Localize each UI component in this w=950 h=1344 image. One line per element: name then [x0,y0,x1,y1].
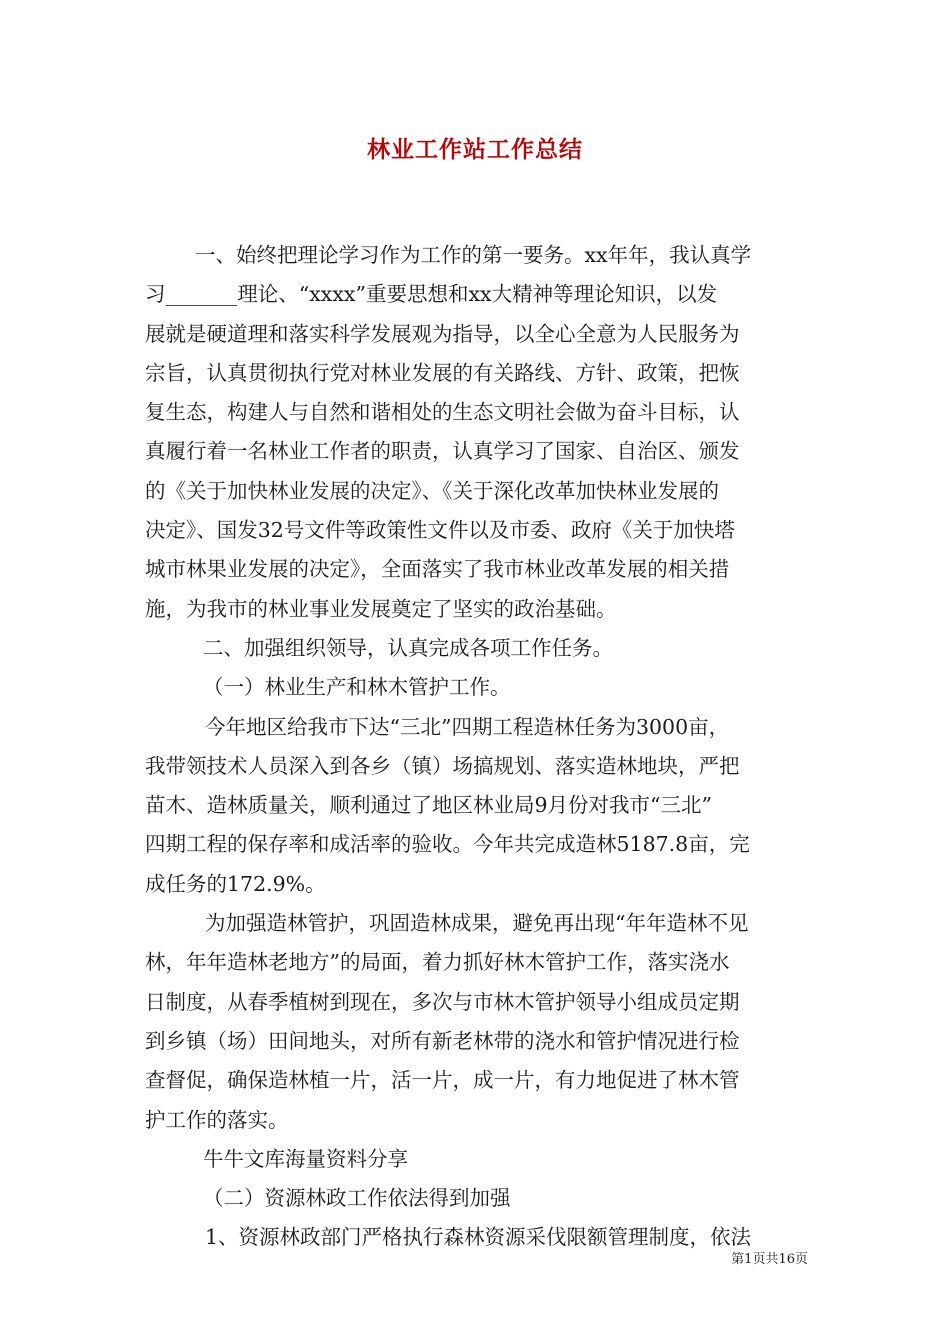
text-line: 四期工程的保存率和成活率的验收。今年共完成造林5187.8亩，完 [145,832,750,857]
text-line: 苗木、造林质量关，顺利通过了地区林业局9月份对我市“三北” [145,793,713,818]
text-line: 1、资源林政部门严格执行森林资源采伐限额管理制度，依法 [205,1225,752,1250]
text-line: 为加强造林管护，巩固造林成果，避免再出现“年年造林不见 [205,911,749,936]
text-line: 施，为我市的林业事业发展奠定了坚实的政治基础。 [145,596,617,621]
paragraph-resource-management [145,1218,807,1257]
text-line: 的《关于加快林业发展的决定》、《关于深化改革加快林业发展的 [145,478,719,503]
document-title: 林业工作站工作总结 [367,136,583,163]
section-heading: 二、加强组织领导，认真完成各项工作任务。 [203,635,613,660]
text-line: 真履行着一名林业工作者的职责，认真学习了国家、自治区、颁发 [145,439,740,464]
text-line: 日制度，从春季植树到现在，多次与市林木管护领导小组成员定期 [145,989,740,1014]
subsection-heading: （一）林业生产和林木管护工作。 [203,675,511,700]
text-line: 今年地区给我市下达“三北”四期工程造林任务为3000亩， [205,714,730,739]
text-line: 查督促，确保造林植一片，活一片，成一片，有力地促进了林木管 [145,1068,740,1093]
document-body [145,236,807,1258]
text-line: 护工作的落实。 [145,1107,289,1132]
subsection-heading: （二）资源林政工作依法得到加强 [203,1186,511,1211]
watermark-text: 牛牛文库海量资料分享 [203,1146,408,1171]
subsection-heading-forestry-production [145,668,807,707]
text-line: 复生态，构建人与自然和谐相处的生态文明社会做为奋斗目标，认 [145,400,740,425]
section-heading-organization [145,629,807,668]
text-line: 到乡镇（场）田间地头，对所有新老林带的浇水和管护情况进行检 [145,1028,740,1053]
subsection-heading-resources [145,1179,807,1218]
paragraph-afforestation-task [145,708,807,904]
text-line: 城市林果业发展的决定》，全面落实了我市林业改革发展的相关措 [145,557,730,582]
text-line: 一、始终把理论学习作为工作的第一要务。xx年年，我认真学 [195,243,752,267]
text-line: 习_______理论、“xxxx”重要思想和xx大精神等理论知识，以发 [145,282,718,307]
text-line: 林，年年造林老地方”的局面，着力抓好林木管护工作，落实浇水 [145,950,730,975]
page-number: 第1页共16页 [731,1252,808,1267]
text-line: 成任务的172.9%。 [145,871,326,896]
paragraph-theory-study [145,236,807,629]
text-line: 展就是硬道理和落实科学发展观为指导，以全心全意为人民服务为 [145,321,740,346]
text-line: 我带领技术人员深入到各乡（镇）场搞规划、落实造林地块，严把 [145,753,740,778]
text-line: 宗旨，认真贯彻执行党对林业发展的有关路线、方针、政策，把恢 [145,360,740,385]
paragraph-watermark-note [145,1140,807,1179]
paragraph-forest-management [145,904,807,1140]
text-line: 决定》、国发32号文件等政策性文件以及市委、政府《关于加快塔 [145,518,735,543]
